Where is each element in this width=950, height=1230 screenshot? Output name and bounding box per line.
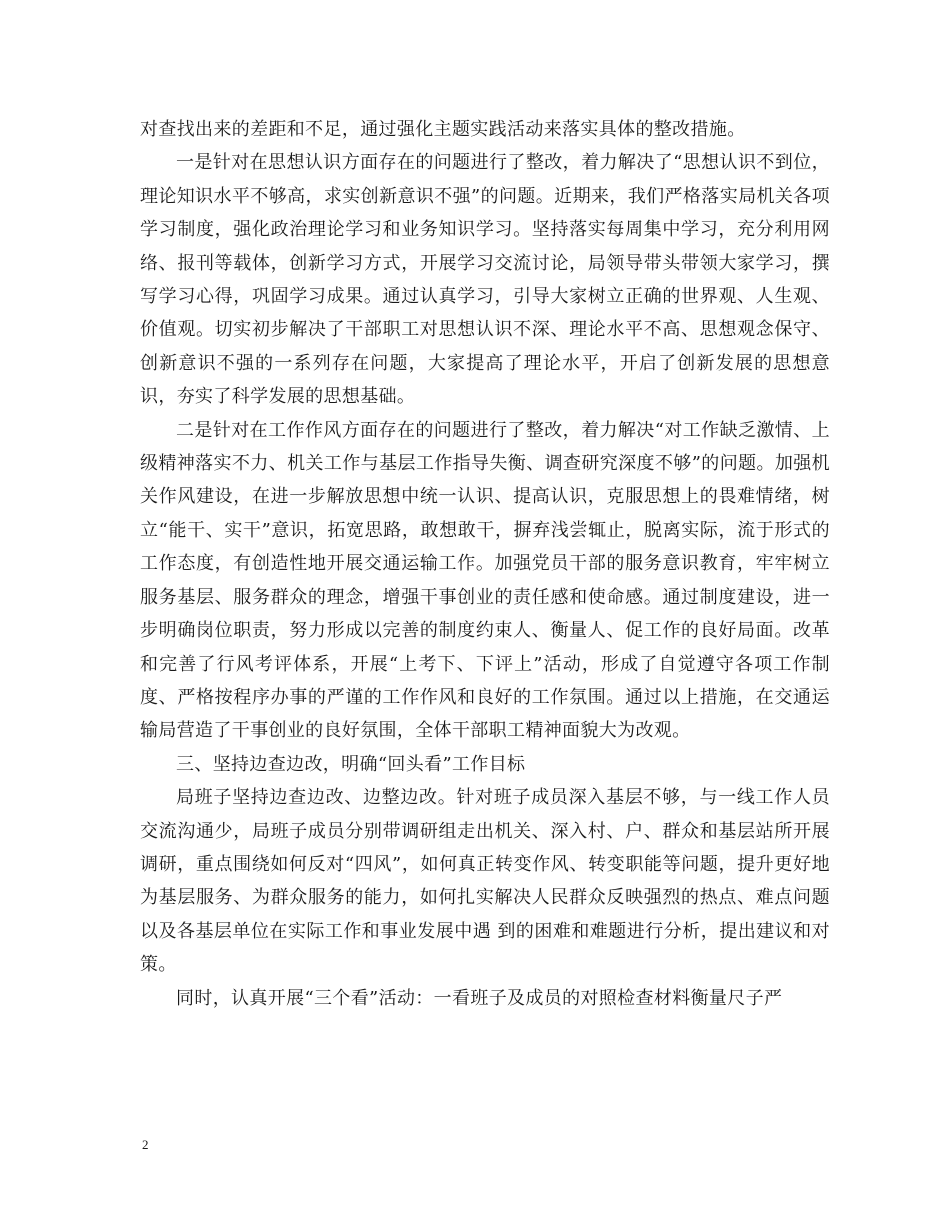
paragraph-intro: 对查找出来的差距和不足，通过强化主题实践活动来落实具体的整改措施。 — [140, 119, 746, 140]
paragraph-leadership-research: 局班子坚持边查边改、边整边改。针对班子成员深入基层不够，与一线工作人员交流沟通少，局班子成员分别带调研组走出机关、深入村、户、群众和基层站所开展调研，重点围绕如何反对“四风”，如何真正转变作风、转变职能等问题，提升更好地为基层服务、为群众服务的能力，如何扎实解决人民群众反映强烈的热点、难点问题以及各基层单位在实际工作和事业发展中遇 到的困难和难题进行分析，提出建议和对策。 — [140, 787, 830, 976]
section-heading: 三、坚持边查边改，明确“回头看”工作目标 — [176, 753, 526, 775]
paragraph-thought-rectification: 一是针对在思想认识方面存在的问题进行了整改，着力解决了“思想认识不到位，理论知识水平不够高，求实创新意识不强”的问题。近期来，我们严格落实局机关各项学习制度，强化政治理论学习和业务知识学习。坚持落实每周集中学习，充分利用网络、报刊等载体，创新学习方式，开展学习交流讨论，局领导带头带领大家学习，撰写学习心得，巩固学习成果。通过认真学习，引导大家树立正确的世界观、人生观、价值观。切实初步解决了干部职工对思想认识不深、理论水平不高、思想观念保守、创新意识不强的一系列存在问题，大家提高了理论水平，开启了创新发展的思想意识，夯实了科学发展的思想基础。 — [140, 152, 830, 408]
paragraph-three-looks: 同时，认真开展“三个看”活动：一看班子及成员的对照检查材料衡量尺子严 — [176, 987, 783, 1009]
paragraph-work-style-rectification: 二是针对在工作作风方面存在的问题进行了整改，着力解决“对工作缺乏激情、上级精神落实不力、机关工作与基层工作指导失衡、调查研究深度不够”的问题。加强机关作风建设，在进一步解放思想中统一认识、提高认识，克服思想上的畏难情绪，树立“能干、实干”意识，拓宽思路，敢想敢干，摒弃浅尝辄止，脱离实际，流于形式的工作态度，有创造性地开展交通运输工作。加强党员干部的服务意识教育，牢牢树立服务基层、服务群众的理念，增强干事创业的责任感和使命感。通过制度建设，进一步明确岗位职责，努力形成以完善的制度约束人、衡量人、促工作的良好局面。改革和完善了行风考评体系，开展“上考下、下评上”活动，形成了自觉遵守各项工作制度、严格按程序办事的严谨的工作作风和良好的工作氛围。通过以上措施，在交通运输局营造了干事创业的良好氛围，全体干部职工精神面貌大为改观。 — [140, 419, 830, 742]
document-body — [140, 113, 830, 1015]
page-number: 2 — [142, 1137, 149, 1152]
